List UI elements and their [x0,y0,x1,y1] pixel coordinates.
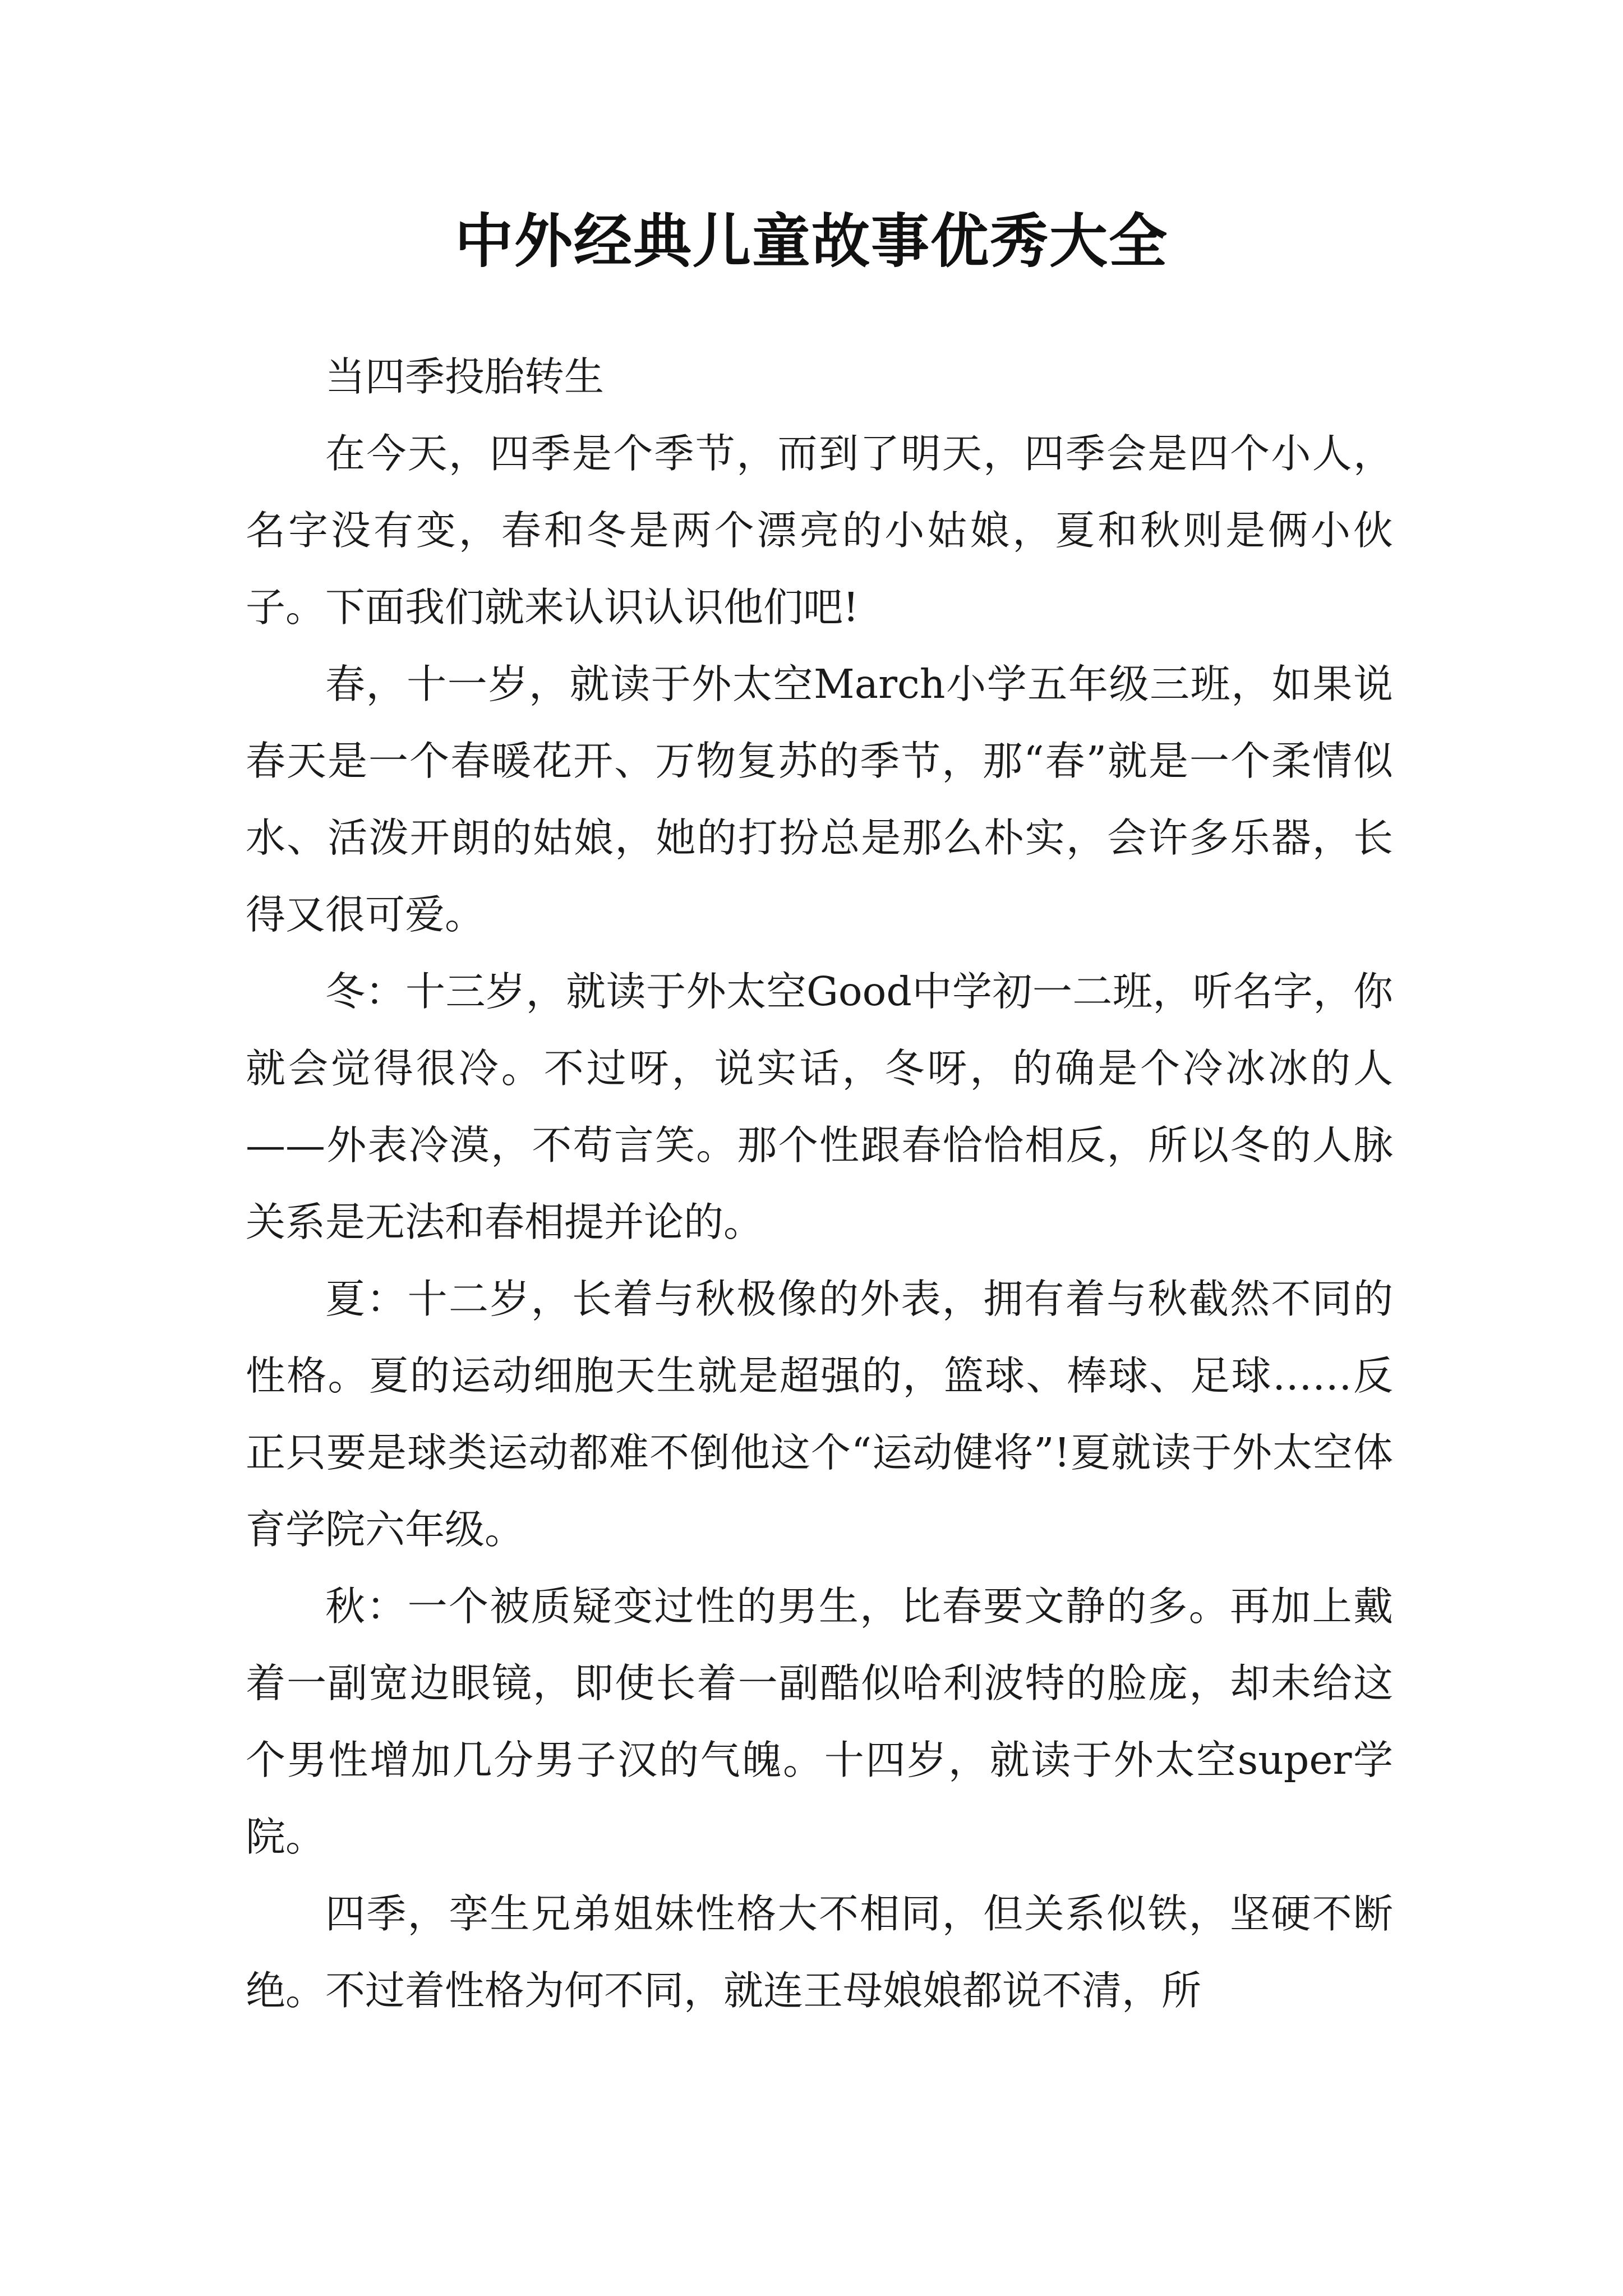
paragraph-subtitle: 当四季投胎转生 [325,353,605,400]
paragraph-winter: 冬：十三岁，就读于外太空Good中学初一二班，听名字，你就会觉得很冷。不过呀，说实话，冬呀，的确是个冷冰冰的人——外表冷漠，不苟言笑。那个性跟春恰恰相反，所以冬的人脉关系是无法和春相提并论的。 [246,968,1393,1245]
document-body [246,338,1393,2029]
paragraph-intro: 在今天，四季是个季节，而到了明天，四季会是四个小人，名字没有变，春和冬是两个漂亮的小姑娘，夏和秋则是俩小伙子。下面我们就来认识认识他们吧! [246,430,1393,631]
paragraph-four-seasons: 四季，孪生兄弟姐妹性格大不相同，但关系似铁，坚硬不断绝。不过着性格为何不同，就连王母娘娘都说不清，所 [246,1890,1393,2014]
paragraph-spring: 春，十一岁，就读于外太空March小学五年级三班，如果说春天是一个春暖花开、万物复苏的季节，那“春”就是一个柔情似水、活泼开朗的姑娘，她的打扮总是那么朴实，会许多乐器，长得又很可爱。 [246,661,1393,938]
paragraph-autumn: 秋：一个被质疑变过性的男生，比春要文静的多。再加上戴着一副宽边眼镜，即使长着一副酷似哈利波特的脸庞，却未给这个男性增加几分男子汉的气魄。十四岁，就读于外太空super学院。 [246,1583,1393,1860]
paragraph-summer: 夏：十二岁，长着与秋极像的外表，拥有着与秋截然不同的性格。夏的运动细胞天生就是超强的，篮球、棒球、足球……反正只要是球类运动都难不倒他这个“运动健将”!夏就读于外太空体育学院六年级。 [246,1276,1393,1553]
document-title: 中外经典儿童故事优秀大全 [454,206,1168,275]
